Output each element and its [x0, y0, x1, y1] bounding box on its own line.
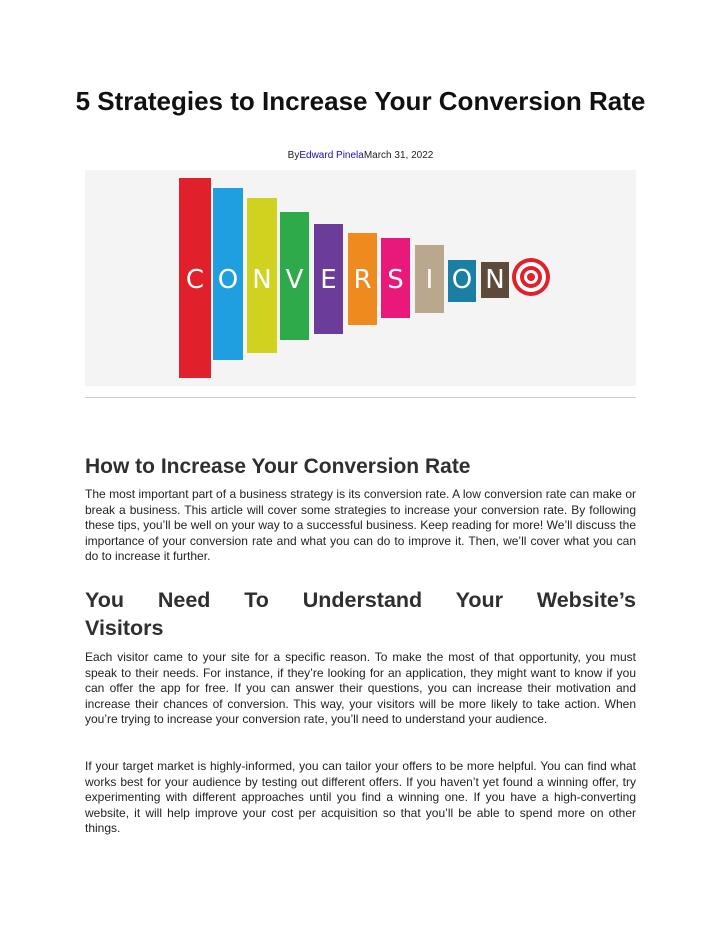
byline-prefix: By: [287, 150, 300, 161]
target-icon: [512, 258, 550, 296]
target-ring: [527, 273, 535, 281]
conversion-letter: R: [353, 265, 372, 295]
conversion-letter: S: [387, 265, 404, 295]
heading-line-2: Visitors: [85, 616, 164, 640]
conversion-letter: O: [451, 265, 473, 295]
conversion-illustration: [85, 170, 636, 386]
heading-line-1: You Need To Understand Your Website’s: [85, 588, 636, 612]
conversion-letter: V: [285, 265, 304, 295]
paragraph: If your target market is highly-informed, you can tailor your offers to be more helpful. You can find what works best for your audience by testing out different offers. If you haven’t yet found a winning offer, try experimenting with different approaches until you find a winning one. If you have a high-converting website, it will help improve your cost per acquisition so that you’ll be able to spend more on other things.: [85, 759, 636, 835]
paragraph: Each visitor came to your site for a specific reason. To make the most of that opportunity, you must speak to their needs. For instance, if they’re looking for an application, they might want to know if you can offer the app for free. If you can answer their questions, you can increase their motivation and increase their chances of conversion. This way, your visitors will be more likely to take action. When you’re trying to increase your conversion rate, you’ll need to understand your audience.: [85, 650, 636, 726]
conversion-letter: N: [252, 265, 272, 295]
conversion-letter: E: [320, 265, 337, 295]
conversion-letter: N: [485, 265, 505, 295]
divider: [85, 397, 636, 398]
conversion-letter: C: [185, 265, 205, 295]
author-link[interactable]: Edward Pinela: [299, 150, 364, 161]
hero-image: [85, 170, 636, 386]
byline: [85, 150, 636, 161]
paragraph: The most important part of a business strategy is its conversion rate. A low conversion rate can make or break a business. This article will cover some strategies to increase your conversion rate. By following these tips, you’ll be well on your way to a successful business. Keep reading for more! We’ll discuss the importance of your conversion rate and what you can do to improve it. Then, we’ll cover what you can do to increase it further.: [85, 487, 636, 563]
conversion-letter: O: [217, 265, 239, 295]
page-title: 5 Strategies to Increase Your Conversion Rate: [75, 86, 646, 116]
conversion-letter: I: [425, 265, 434, 295]
section-heading-visitors: [85, 586, 636, 642]
publish-date: March 31, 2022: [363, 150, 434, 161]
section-heading-how: How to Increase Your Conversion Rate: [85, 455, 471, 478]
